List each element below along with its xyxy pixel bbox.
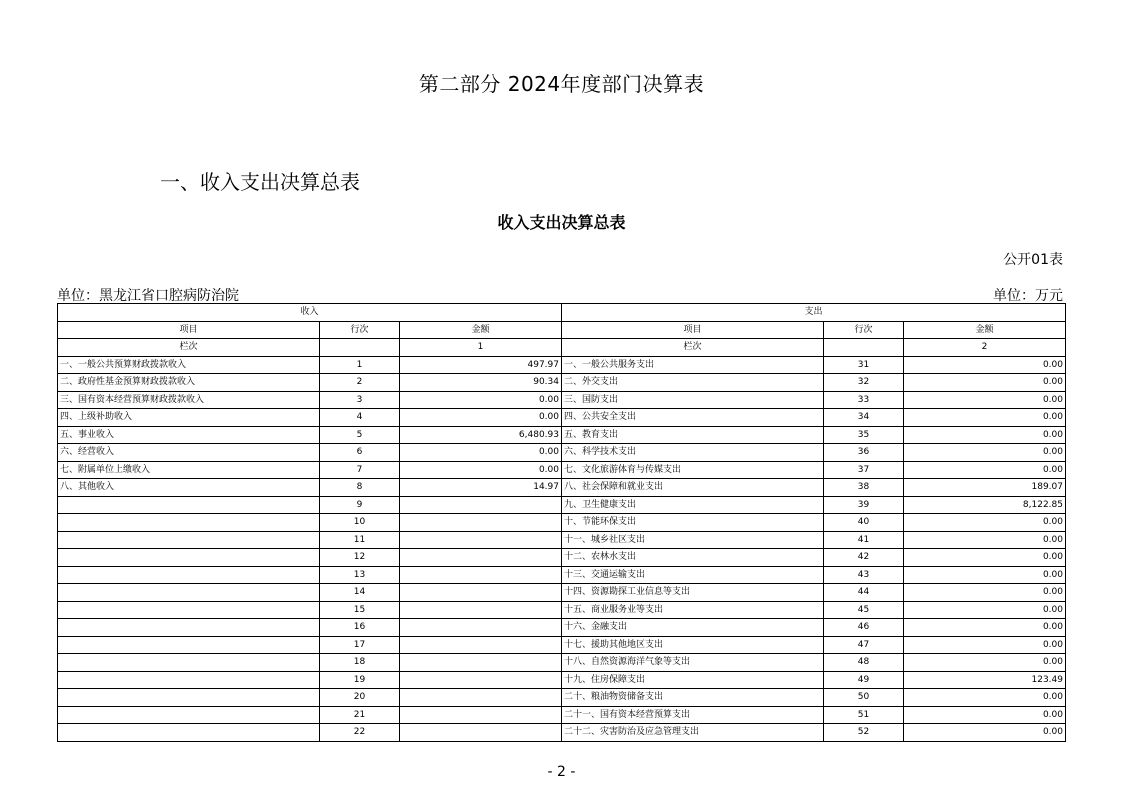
income-item-cell: 六、经营收入: [58, 444, 320, 462]
income-amount-cell: [400, 601, 562, 619]
table-row: [58, 601, 1066, 619]
income-item-cell: 三、国有资本经营预算财政拨款收入: [58, 391, 320, 409]
expense-lanci-empty: [824, 339, 904, 357]
expense-amount-cell: 0.00: [904, 514, 1066, 532]
expense-row-cell: 43: [824, 566, 904, 584]
expense-amount-cell: 0.00: [904, 566, 1066, 584]
expense-item-cell: 二、外交支出: [562, 374, 824, 392]
income-amount-cell: 0.00: [400, 461, 562, 479]
table-row: [58, 479, 1066, 497]
income-row-cell: 16: [320, 619, 400, 637]
expense-row-cell: 36: [824, 444, 904, 462]
income-amount-cell: 0.00: [400, 444, 562, 462]
expense-item-cell: 二十二、灾害防治及应急管理支出: [562, 724, 824, 742]
table-column-header-row: [58, 321, 1066, 339]
income-amount-cell: 90.34: [400, 374, 562, 392]
expense-row-header: 行次: [824, 321, 904, 339]
income-amount-cell: [400, 671, 562, 689]
income-amount-cell: 14.97: [400, 479, 562, 497]
income-item-cell: [58, 496, 320, 514]
expense-item-cell: 十一、城乡社区支出: [562, 531, 824, 549]
income-item-cell: 二、政府性基金预算财政拨款收入: [58, 374, 320, 392]
income-item-cell: [58, 566, 320, 584]
income-amount-cell: [400, 724, 562, 742]
expense-row-cell: 46: [824, 619, 904, 637]
expense-item-cell: 十、节能环保支出: [562, 514, 824, 532]
income-amount-cell: [400, 689, 562, 707]
income-amount-cell: 6,480.93: [400, 426, 562, 444]
income-item-cell: 一、一般公共预算财政拨款收入: [58, 356, 320, 374]
table-row: [58, 619, 1066, 637]
expense-item-header: 项目: [562, 321, 824, 339]
expense-item-cell: 十五、商业服务业等支出: [562, 601, 824, 619]
income-amount-cell: [400, 549, 562, 567]
expense-amount-cell: 8,122.85: [904, 496, 1066, 514]
expense-item-cell: 十二、农林水支出: [562, 549, 824, 567]
expense-amount-cell: 0.00: [904, 549, 1066, 567]
expense-amount-cell: 0.00: [904, 601, 1066, 619]
income-amount-cell: 0.00: [400, 391, 562, 409]
income-row-cell: 17: [320, 636, 400, 654]
income-row-cell: 3: [320, 391, 400, 409]
expense-item-cell: 五、教育支出: [562, 426, 824, 444]
expense-row-cell: 48: [824, 654, 904, 672]
table-row: [58, 531, 1066, 549]
income-item-cell: [58, 706, 320, 724]
section-title: 一、收入支出决算总表: [160, 170, 360, 194]
table-row: [58, 496, 1066, 514]
income-item-cell: [58, 654, 320, 672]
table-row: [58, 654, 1066, 672]
income-row-cell: 19: [320, 671, 400, 689]
table-row: [58, 689, 1066, 707]
income-item-header: 项目: [58, 321, 320, 339]
expense-row-cell: 35: [824, 426, 904, 444]
expense-amount-cell: 0.00: [904, 356, 1066, 374]
expense-row-cell: 45: [824, 601, 904, 619]
expense-item-cell: 十四、资源勘探工业信息等支出: [562, 584, 824, 602]
form-number: 公开01表: [1003, 252, 1063, 268]
table-row: [58, 461, 1066, 479]
expense-row-cell: 50: [824, 689, 904, 707]
document-title: 第二部分 2024年度部门决算表: [418, 72, 705, 96]
income-row-cell: 2: [320, 374, 400, 392]
expense-amount-cell: 0.00: [904, 444, 1066, 462]
expense-item-cell: 八、社会保障和就业支出: [562, 479, 824, 497]
income-amount-cell: [400, 636, 562, 654]
income-item-cell: [58, 619, 320, 637]
income-row-cell: 6: [320, 444, 400, 462]
income-item-cell: 八、其他收入: [58, 479, 320, 497]
expense-row-cell: 42: [824, 549, 904, 567]
income-row-cell: 15: [320, 601, 400, 619]
income-row-cell: 4: [320, 409, 400, 427]
expense-row-cell: 49: [824, 671, 904, 689]
income-item-cell: 四、上级补助收入: [58, 409, 320, 427]
expense-amount-cell: 0.00: [904, 654, 1066, 672]
income-item-cell: [58, 689, 320, 707]
expense-amount-cell: 189.07: [904, 479, 1066, 497]
expense-item-cell: 四、公共安全支出: [562, 409, 824, 427]
table-row: [58, 374, 1066, 392]
expense-amount-cell: 0.00: [904, 426, 1066, 444]
expense-item-cell: 三、国防支出: [562, 391, 824, 409]
table-row: [58, 566, 1066, 584]
table-row: [58, 724, 1066, 742]
income-amount-cell: 0.00: [400, 409, 562, 427]
expense-item-cell: 十三、交通运输支出: [562, 566, 824, 584]
table-row: [58, 584, 1066, 602]
table-row: [58, 391, 1066, 409]
expense-amount-cell: 0.00: [904, 619, 1066, 637]
income-amount-cell: [400, 706, 562, 724]
income-amount-cell: [400, 619, 562, 637]
expense-row-cell: 41: [824, 531, 904, 549]
income-amount-cell: [400, 654, 562, 672]
expense-row-cell: 37: [824, 461, 904, 479]
expense-amount-cell: 0.00: [904, 636, 1066, 654]
income-amount-cell: [400, 496, 562, 514]
table-row: [58, 671, 1066, 689]
income-item-cell: [58, 584, 320, 602]
expense-row-cell: 38: [824, 479, 904, 497]
income-row-cell: 20: [320, 689, 400, 707]
income-amount-cell: 497.97: [400, 356, 562, 374]
income-header: 收入: [58, 304, 562, 322]
expense-amount-header: 金额: [904, 321, 1066, 339]
expense-item-cell: 一、一般公共服务支出: [562, 356, 824, 374]
expense-row-cell: 32: [824, 374, 904, 392]
expense-row-cell: 51: [824, 706, 904, 724]
expense-row-cell: 39: [824, 496, 904, 514]
income-lanci-empty: [320, 339, 400, 357]
expense-amount-cell: 0.00: [904, 689, 1066, 707]
expense-item-cell: 七、文化旅游体育与传媒支出: [562, 461, 824, 479]
income-row-cell: 1: [320, 356, 400, 374]
currency-unit: 单位：万元: [993, 288, 1063, 304]
income-item-cell: [58, 724, 320, 742]
income-row-cell: 22: [320, 724, 400, 742]
income-row-cell: 11: [320, 531, 400, 549]
income-column-index: 1: [400, 339, 562, 357]
expense-item-cell: 十九、住房保障支出: [562, 671, 824, 689]
income-item-cell: [58, 671, 320, 689]
income-row-cell: 14: [320, 584, 400, 602]
expense-amount-cell: 0.00: [904, 706, 1066, 724]
expense-amount-cell: 123.49: [904, 671, 1066, 689]
expense-amount-cell: 0.00: [904, 391, 1066, 409]
income-row-cell: 13: [320, 566, 400, 584]
income-row-cell: 12: [320, 549, 400, 567]
expense-row-cell: 34: [824, 409, 904, 427]
expense-amount-cell: 0.00: [904, 409, 1066, 427]
income-row-cell: 8: [320, 479, 400, 497]
expense-row-cell: 44: [824, 584, 904, 602]
table-row: [58, 706, 1066, 724]
expense-amount-cell: 0.00: [904, 531, 1066, 549]
expense-amount-cell: 0.00: [904, 724, 1066, 742]
table-group-header-row: [58, 304, 1066, 322]
income-row-cell: 10: [320, 514, 400, 532]
expense-item-cell: 六、科学技术支出: [562, 444, 824, 462]
income-row-cell: 7: [320, 461, 400, 479]
income-item-cell: 七、附属单位上缴收入: [58, 461, 320, 479]
expense-item-cell: 十八、自然资源海洋气象等支出: [562, 654, 824, 672]
income-amount-cell: [400, 584, 562, 602]
expense-row-cell: 47: [824, 636, 904, 654]
expense-item-cell: 九、卫生健康支出: [562, 496, 824, 514]
table-row: [58, 549, 1066, 567]
table-row: [58, 426, 1066, 444]
income-row-header: 行次: [320, 321, 400, 339]
income-amount-header: 金额: [400, 321, 562, 339]
income-row-cell: 21: [320, 706, 400, 724]
expense-amount-cell: 0.00: [904, 374, 1066, 392]
expense-amount-cell: 0.00: [904, 461, 1066, 479]
table-row: [58, 444, 1066, 462]
income-item-cell: 五、事业收入: [58, 426, 320, 444]
table-column-index-row: [58, 339, 1066, 357]
page-number: - 2 -: [547, 764, 576, 780]
income-amount-cell: [400, 514, 562, 532]
table-row: [58, 514, 1066, 532]
income-item-cell: [58, 549, 320, 567]
expense-row-cell: 40: [824, 514, 904, 532]
income-row-cell: 9: [320, 496, 400, 514]
expense-header: 支出: [562, 304, 1066, 322]
organization-unit: 单位：黑龙江省口腔病防治院: [57, 288, 239, 304]
expense-column-index: 2: [904, 339, 1066, 357]
expense-item-cell: 二十一、国有资本经营预算支出: [562, 706, 824, 724]
table-row: [58, 356, 1066, 374]
income-amount-cell: [400, 566, 562, 584]
expense-row-cell: 33: [824, 391, 904, 409]
income-amount-cell: [400, 531, 562, 549]
income-row-cell: 18: [320, 654, 400, 672]
table-row: [58, 409, 1066, 427]
income-lanci-label: 栏次: [58, 339, 320, 357]
expense-item-cell: 二十、粮油物资储备支出: [562, 689, 824, 707]
expense-amount-cell: 0.00: [904, 584, 1066, 602]
expense-row-cell: 52: [824, 724, 904, 742]
income-item-cell: [58, 514, 320, 532]
expense-item-cell: 十七、援助其他地区支出: [562, 636, 824, 654]
expense-lanci-label: 栏次: [562, 339, 824, 357]
table-title: 收入支出决算总表: [497, 213, 626, 232]
expense-row-cell: 31: [824, 356, 904, 374]
income-item-cell: [58, 636, 320, 654]
income-item-cell: [58, 601, 320, 619]
expense-item-cell: 十六、金融支出: [562, 619, 824, 637]
income-row-cell: 5: [320, 426, 400, 444]
income-item-cell: [58, 531, 320, 549]
table-row: [58, 636, 1066, 654]
income-expense-table: [57, 303, 1066, 742]
